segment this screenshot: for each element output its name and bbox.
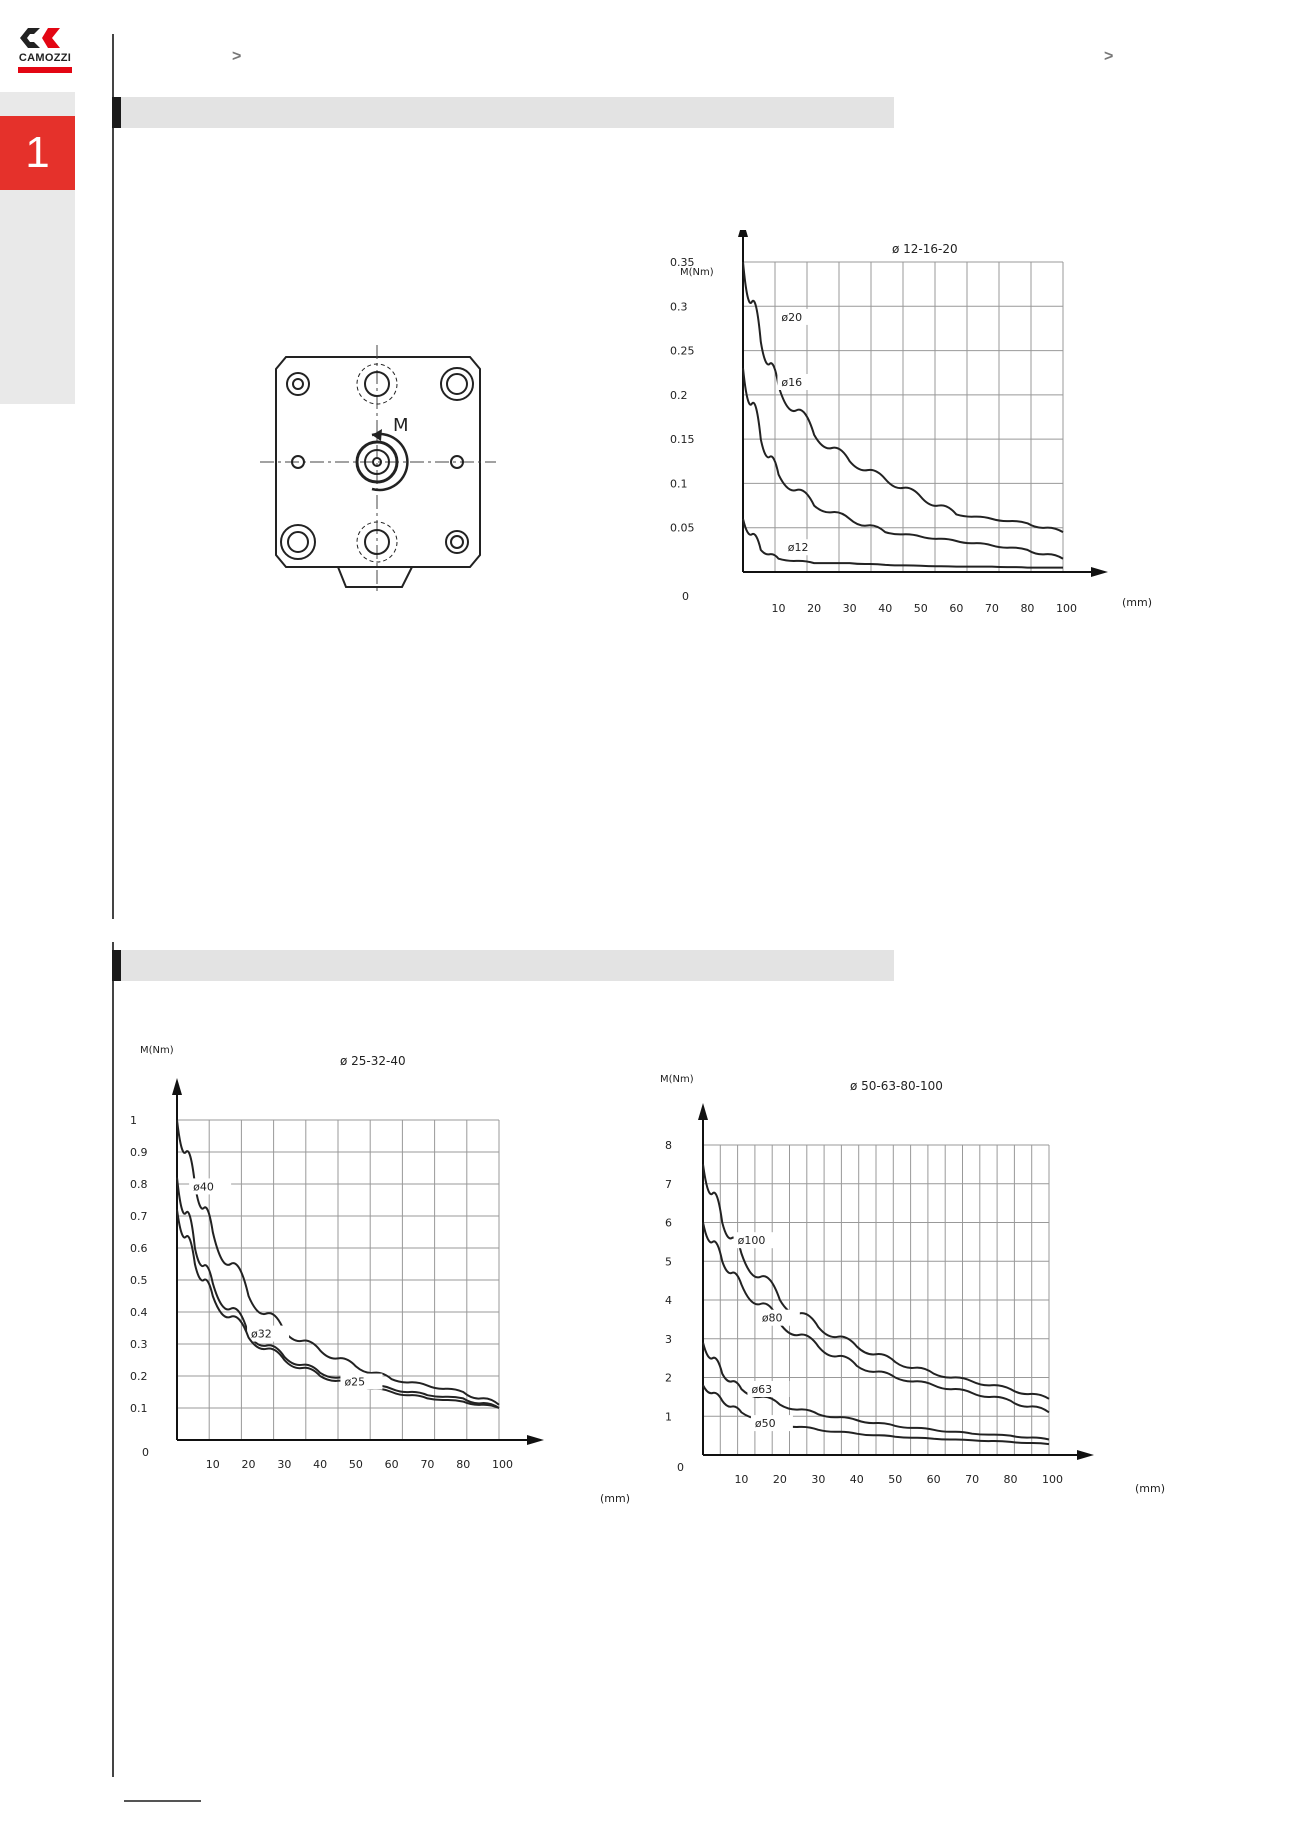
y-tick-label: 7 bbox=[665, 1177, 672, 1191]
x-tick-label: 40 bbox=[313, 1458, 328, 1471]
section-band-1 bbox=[112, 97, 894, 128]
x-tick-label: 100 bbox=[1042, 1473, 1063, 1486]
breadcrumb-chevron-left[interactable]: > bbox=[232, 48, 242, 65]
x-tick-label: 50 bbox=[913, 602, 928, 615]
y-axis-label: M(Nm) bbox=[660, 1074, 694, 1085]
y-tick-label: 0.9 bbox=[130, 1146, 148, 1159]
y-tick-label: 0.05 bbox=[670, 521, 695, 535]
y-tick-label: 0.4 bbox=[130, 1306, 148, 1319]
x-tick-label: 20 bbox=[241, 1458, 256, 1471]
series-label: ø40 bbox=[193, 1180, 214, 1194]
series-label: ø63 bbox=[751, 1383, 773, 1396]
y-tick-label: 5 bbox=[665, 1255, 672, 1269]
y-tick-label: 0.15 bbox=[670, 433, 695, 447]
chapter-tab[interactable]: 1 bbox=[0, 116, 75, 190]
x-tick-label: 80 bbox=[1003, 1473, 1018, 1486]
y-axis-arrow-icon bbox=[698, 1103, 708, 1120]
chart-torque-25-32-40 bbox=[130, 1040, 650, 1520]
y-tick-label: 1 bbox=[130, 1114, 137, 1127]
x-tick-label: 100 bbox=[492, 1458, 513, 1471]
origin-label: 0 bbox=[682, 590, 689, 603]
x-tick-label: 20 bbox=[807, 602, 822, 615]
y-tick-label: 0.2 bbox=[670, 388, 688, 402]
series-label: ø25 bbox=[344, 1375, 366, 1389]
x-axis-arrow-icon bbox=[527, 1435, 544, 1445]
y-tick-label: 0.1 bbox=[670, 477, 688, 491]
x-tick-label: 70 bbox=[965, 1473, 980, 1486]
x-tick-label: 70 bbox=[420, 1458, 435, 1471]
section-band-mark bbox=[112, 97, 121, 128]
y-tick-label: 0.2 bbox=[130, 1370, 148, 1383]
x-axis-arrow-icon bbox=[1077, 1450, 1094, 1460]
x-axis-arrow-icon bbox=[1091, 567, 1108, 577]
y-tick-label: 3 bbox=[665, 1332, 672, 1346]
series-label: ø16 bbox=[781, 376, 803, 389]
y-tick-label: 8 bbox=[665, 1139, 672, 1152]
y-axis-label: M(Nm) bbox=[680, 267, 714, 278]
x-tick-label: 30 bbox=[842, 602, 857, 615]
chart-title: ø 25-32-40 bbox=[340, 1054, 406, 1068]
x-tick-label: 40 bbox=[849, 1473, 864, 1486]
y-tick-label: 0.35 bbox=[670, 256, 695, 269]
x-tick-label: 50 bbox=[348, 1458, 363, 1471]
chart-torque-12-16-20 bbox=[660, 230, 1180, 620]
x-axis-unit: (mm) bbox=[1135, 1482, 1166, 1495]
origin-label: 0 bbox=[677, 1461, 684, 1474]
x-tick-label: 20 bbox=[772, 1473, 787, 1486]
x-tick-label: 60 bbox=[384, 1458, 399, 1471]
y-tick-label: 0.3 bbox=[670, 300, 688, 314]
y-axis-arrow-icon bbox=[172, 1078, 182, 1095]
left-rule-top bbox=[112, 34, 114, 919]
footer-rule bbox=[124, 1800, 201, 1802]
chart-plot-area bbox=[130, 1078, 544, 1471]
x-tick-label: 30 bbox=[811, 1473, 826, 1486]
section-band-2 bbox=[112, 950, 894, 981]
x-tick-label: 40 bbox=[878, 602, 893, 615]
x-tick-label: 60 bbox=[949, 602, 964, 615]
y-tick-label: 0.5 bbox=[130, 1274, 148, 1287]
x-tick-label: 30 bbox=[277, 1458, 292, 1471]
x-tick-label: 60 bbox=[926, 1473, 941, 1486]
y-axis-arrow-icon bbox=[738, 230, 748, 237]
y-tick-label: 1 bbox=[665, 1410, 672, 1424]
breadcrumb-chevron-right[interactable]: > bbox=[1104, 48, 1114, 65]
moment-label: M bbox=[393, 415, 409, 436]
y-tick-label: 2 bbox=[665, 1371, 672, 1385]
logo-underline bbox=[18, 67, 72, 73]
chart-title: ø 50-63-80-100 bbox=[850, 1079, 943, 1093]
chart-plot-area bbox=[670, 230, 1108, 615]
x-axis-unit: (mm) bbox=[1122, 596, 1153, 609]
cylinder-endplate-drawing bbox=[250, 345, 500, 605]
logo-text: CAMOZZI bbox=[18, 52, 72, 64]
logo-mark-icon bbox=[14, 26, 76, 52]
series-label: ø50 bbox=[754, 1417, 776, 1431]
series-label: ø12 bbox=[787, 541, 809, 555]
series-label: ø80 bbox=[761, 1311, 783, 1325]
series-label: ø32 bbox=[251, 1327, 272, 1341]
x-tick-label: 80 bbox=[1020, 602, 1035, 615]
y-tick-label: 0.7 bbox=[130, 1210, 148, 1223]
y-tick-label: 0.3 bbox=[130, 1338, 148, 1351]
x-tick-label: 80 bbox=[456, 1458, 471, 1471]
left-rule-bottom bbox=[112, 942, 114, 1777]
x-axis-unit: (mm) bbox=[600, 1492, 631, 1505]
camozzi-logo bbox=[14, 26, 76, 76]
chart-torque-50-63-80-100 bbox=[655, 1065, 1185, 1505]
y-tick-label: 0.6 bbox=[130, 1242, 148, 1255]
y-axis-label: M(Nm) bbox=[140, 1045, 174, 1056]
x-tick-label: 100 bbox=[1056, 602, 1077, 615]
chart-title: ø 12-16-20 bbox=[892, 242, 958, 256]
x-tick-label: 50 bbox=[888, 1473, 903, 1486]
series-label: ø100 bbox=[737, 1234, 766, 1248]
x-tick-label: 70 bbox=[984, 602, 999, 615]
y-tick-label: 0.8 bbox=[130, 1178, 148, 1191]
x-tick-label: 10 bbox=[771, 602, 786, 615]
chart-plot-area bbox=[665, 1103, 1094, 1486]
y-tick-label: 4 bbox=[665, 1294, 672, 1307]
series-label: ø20 bbox=[781, 310, 803, 324]
y-tick-label: 6 bbox=[665, 1216, 672, 1230]
origin-label: 0 bbox=[142, 1446, 149, 1459]
y-tick-label: 0.1 bbox=[130, 1402, 148, 1415]
section-band-mark bbox=[112, 950, 121, 981]
y-tick-label: 0.25 bbox=[670, 344, 695, 358]
x-tick-label: 10 bbox=[734, 1473, 749, 1486]
x-tick-label: 10 bbox=[205, 1458, 220, 1471]
